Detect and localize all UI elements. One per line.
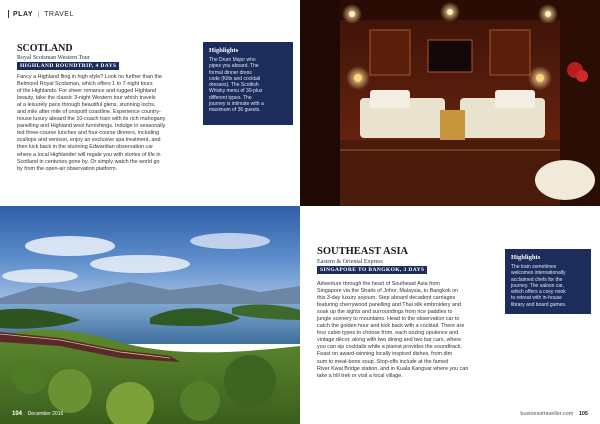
right-site: businesstraveller.com xyxy=(520,411,574,417)
seasia-subtitle: Eastern & Oriental Express xyxy=(317,259,383,265)
text-line: of the Highlands. For sheer romance and rugged Highland xyxy=(17,88,157,95)
text-line: beauty, take the classic 3-night Western tour which travels xyxy=(17,95,156,102)
section-divider: | xyxy=(37,10,40,18)
text-line: you can sip cocktails while a pianist provides the soundtrack. xyxy=(317,344,463,351)
text-line: journey. The saloon car, xyxy=(511,282,564,289)
text-line: formal dinner dress xyxy=(209,69,252,76)
seasia-tag: SINGAPORE TO BANGKOK, 3 DAYS xyxy=(317,266,427,274)
text-line: vintage décor, along with two dining and two bar cars, where xyxy=(317,337,462,344)
text-line: take a hill trek or visit a local village. xyxy=(317,372,403,379)
text-line: River Kwai Bridge station, and in Kuala Kangsar where you can xyxy=(317,365,469,372)
interior-illustration xyxy=(300,0,600,206)
text-line: to retreat with in-house xyxy=(511,295,562,302)
right-page-number: 105 xyxy=(578,411,588,417)
text-line: Belmond Royal Scotsman, which offers 1 to 7-night tours xyxy=(17,81,153,88)
seasia-title: SOUTHEAST ASIA xyxy=(317,246,409,257)
text-line: and mile after mile of unspoilt coastline. Experience country- xyxy=(17,109,161,116)
scotland-subtitle: Royal Scotsman Western Tour xyxy=(17,55,90,61)
highlights-text xyxy=(209,57,287,114)
seasia-body xyxy=(317,281,505,380)
scotland-tag: HIGHLAND ROUNDTRIP, 4 DAYS xyxy=(17,62,119,70)
text-line: welcomes internationally xyxy=(511,270,566,277)
text-line: pipes you aboard. The xyxy=(209,63,259,70)
scotland-landscape-photo xyxy=(0,206,300,424)
right-page xyxy=(300,0,600,424)
text-line: four cabin types to choose from, each oozing opulence and xyxy=(317,330,459,337)
text-line: which offers a cosy nook xyxy=(511,289,566,296)
text-line: maximum of 36 guests. xyxy=(209,107,261,114)
seasia-highlights xyxy=(505,249,591,314)
text-line: panelling and Highland wool furnishings. Indulge in seasonally xyxy=(17,123,166,130)
text-line: by from the open-air observation platform. xyxy=(17,165,118,172)
text-line: library and board games. xyxy=(511,301,567,308)
text-line: acclaimed chefs for the xyxy=(511,276,563,283)
text-line: house luxury aboard the 10-coach train with its rich mahogany xyxy=(17,116,166,123)
section-header xyxy=(8,10,74,18)
scotland-highlights xyxy=(203,42,293,125)
text-line: Whisky menu of 30-plus xyxy=(209,88,263,95)
text-line: soak up the sights and surroundings from rice paddies to xyxy=(317,309,453,316)
left-folio xyxy=(12,411,63,417)
text-line: Singapore via the Straits of Johor, Malaysia, to Bangkok on xyxy=(317,288,459,295)
section-bold: PLAY xyxy=(13,10,34,18)
highlights-text xyxy=(511,264,585,308)
left-page-number: 104 xyxy=(12,411,23,417)
text-line: Scotland in centuries gone by. Or simply watch the world go xyxy=(17,158,160,165)
text-line: at a leisurely pace through beautiful glens, stunning lochs, xyxy=(17,102,156,109)
section-label: TRAVEL xyxy=(44,10,74,18)
scotland-title: SCOTLAND xyxy=(17,43,73,54)
text-line: Fancy a Highland fling in high style? Look no further than the xyxy=(17,74,163,80)
text-line: different types. The xyxy=(209,94,252,101)
highlights-heading: Highlights xyxy=(209,47,239,54)
text-line: dresses). The Scottish xyxy=(209,82,259,89)
text-line: Feast on award-winning locally inspired dishes, from dim xyxy=(317,351,453,358)
text-line: then kick back in the stunning Edwardian observation car xyxy=(17,144,154,151)
text-line: journey is intimate with a xyxy=(209,101,264,108)
text-line: The Drum Major who xyxy=(209,57,256,63)
scotland-body xyxy=(17,74,195,173)
landscape-illustration xyxy=(0,206,300,424)
left-issue: December 2016 xyxy=(27,411,64,417)
text-line: featuring cherrywood panelling and Thai silk embroidery and xyxy=(317,302,462,309)
text-line: sum to meat-bone soup. Stop-offs include at the famed xyxy=(317,358,449,365)
text-line: ted three-course lunches and four-course dinners, including xyxy=(17,130,160,137)
train-interior-photo xyxy=(300,0,600,206)
text-line: where a local Highlander will regale you with stories of life in xyxy=(17,151,161,158)
highlights-heading: Highlights xyxy=(511,254,541,261)
text-line: code (Kilts and cocktail xyxy=(209,75,261,82)
text-line: catch the golden hour and kick back with a cocktail. There are xyxy=(317,323,465,330)
text-line: The train sometimes xyxy=(511,264,557,270)
text-line: Adventure through the heart of Southeast Asia from xyxy=(317,281,440,287)
text-line: scallops and venison, enjoy an exclusive spa treatment, and xyxy=(17,137,161,144)
text-line: jungle scenery to mountains. Head to the observation car to xyxy=(317,316,460,323)
section-bar xyxy=(8,10,9,18)
text-line: this 3-day luxury sojourn. Step aboard decadent carriages xyxy=(317,295,456,302)
right-folio xyxy=(520,411,588,417)
